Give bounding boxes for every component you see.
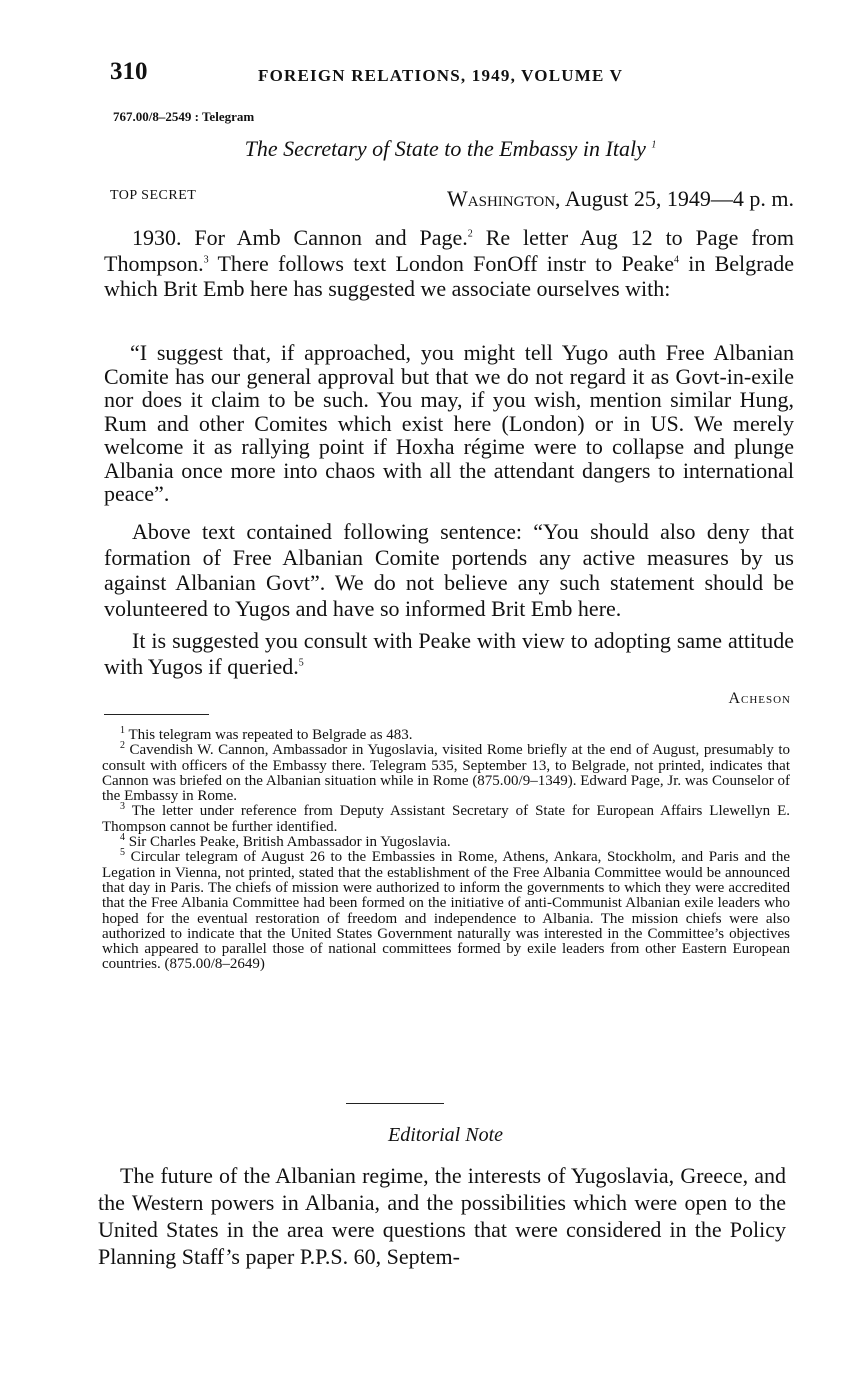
footnote-5 [102,847,790,973]
section-divider [346,1103,444,1104]
footnote-1 [102,725,790,743]
paragraph-1 [104,225,794,302]
footnote-mark: 1 [120,725,125,736]
document-file-id: 767.00/8–2549 : Telegram [113,109,255,124]
document-title-text: The Secretary of State to the Embassy in Italy [244,136,646,161]
editorial-note-heading: Editorial Note [388,1124,503,1146]
footnote-mark: 4 [120,832,125,844]
footnotes [102,725,790,973]
dateline-date: August 25, 1949—4 p. m. [560,186,794,211]
paragraph-2 [104,519,794,621]
para1-text-b: Re letter Aug 12 to Page from Thompson. [104,225,794,276]
footnote-text: Sir Charles Peake, British Ambassador in Yugoslavia. [125,834,451,851]
footnote-mark: 3 [120,801,125,813]
footnote-ref-4[interactable]: 4 [673,254,679,266]
para1-text-c: There follows text London FonOff instr to Peake [208,250,674,276]
paragraph-3 [104,628,794,679]
dateline [447,186,794,212]
document-title [0,136,861,162]
footnote-ref-1[interactable]: 1 [651,139,657,151]
para3-text: It is suggested you consult with Peake with view to adopting same attitude with Yugos if queried. [104,628,794,679]
footnote-mark: 2 [120,740,125,752]
para1-text-a: 1930. For Amb Cannon and Page. [132,225,468,250]
dateline-place: Washington, [447,186,561,211]
footnote-2 [102,740,790,805]
footnote-ref-2[interactable]: 2 [467,228,473,240]
editorial-note-body [98,1162,786,1270]
footnote-ref-3[interactable]: 3 [203,254,209,266]
footnote-text: Circular telegram of August 26 to the Embassies in Rome, Athens, Ankara, Stockholm, and Paris and the Legation in Vienna, not printed, stated that the establishment of the Free Albania Committee would be announced that day in Paris. The chiefs of mission were authorized to inform the governments to which they were accredited that the Free Albania Committee had been formed on the initiative of anti-Communist Albanian exile leaders who hoped for the eventual restoration of freedom and independence to Albania. The mission chiefs were also authorized to indicate that the United States Government naturally was interested in the Committee’s objectives which appeared to parallel those of national committees formed by exile leaders from other Eastern European countries. (875.00/8–2649) [102,849,790,973]
footnote-text: Cavendish W. Cannon, Ambassador in Yugoslavia, visited Rome briefly at the end of August, presumably to consult with officers of the Embassy there. Telegram 535, September 13, to Belgrade, not printed, indicates that Cannon was briefed on the Albanian situation while in Rome (875.00/9–1349). Edward Page, Jr. was Counselor of the Embassy in Rome. [102,742,790,805]
footnote-text: This telegram was repeated to Belgrade as 483. [125,727,413,743]
footnote-ref-5[interactable]: 5 [298,657,304,669]
editorial-note-text: The future of the Albanian regime, the interests of Yugoslavia, Greece, and the Western powers in Albania, and the possibilities which were open to the United States in the area were questions that were considered in the Policy Planning Staff’s paper P.P.S. 60, Septem- [98,1163,786,1269]
running-head: FOREIGN RELATIONS, 1949, VOLUME V [258,66,624,85]
signature: Acheson [728,690,791,707]
quoted-instruction: “I suggest that, if approached, you might tell Yugo auth Free Albanian Comite has our general approval but that we do not regard it as Govt-in-exile nor does it claim to be such. You may, if you wish, mention similar Hung, Rum and other Comites which exist here (London) or in US. We merely welcome it as rallying point if Hoxha régime were to collapse and plunge Albania once more into chaos with all the attendant dangers to international peace”. [104,340,794,506]
para1-text-d: in Belgrade which Brit Emb here has suggested we associate ourselves with: [104,250,794,301]
footnote-mark: 5 [120,847,125,859]
para2-text: Above text contained following sentence: “You should also deny that formation of Free Albanian Comite portends any active measures by us against Albanian Govt”. We do not believe any such statement should be volunteered to Yugos and have so informed Brit Emb here. [104,519,794,621]
footnote-divider [104,714,209,715]
page-number: 310 [110,58,148,85]
footnote-text: The letter under reference from Deputy Assistant Secretary of State for European Affairs Llewellyn E. Thompson cannot be further identified. [102,803,790,835]
classification: TOP SECRET [110,188,197,203]
footnote-3 [102,801,790,835]
